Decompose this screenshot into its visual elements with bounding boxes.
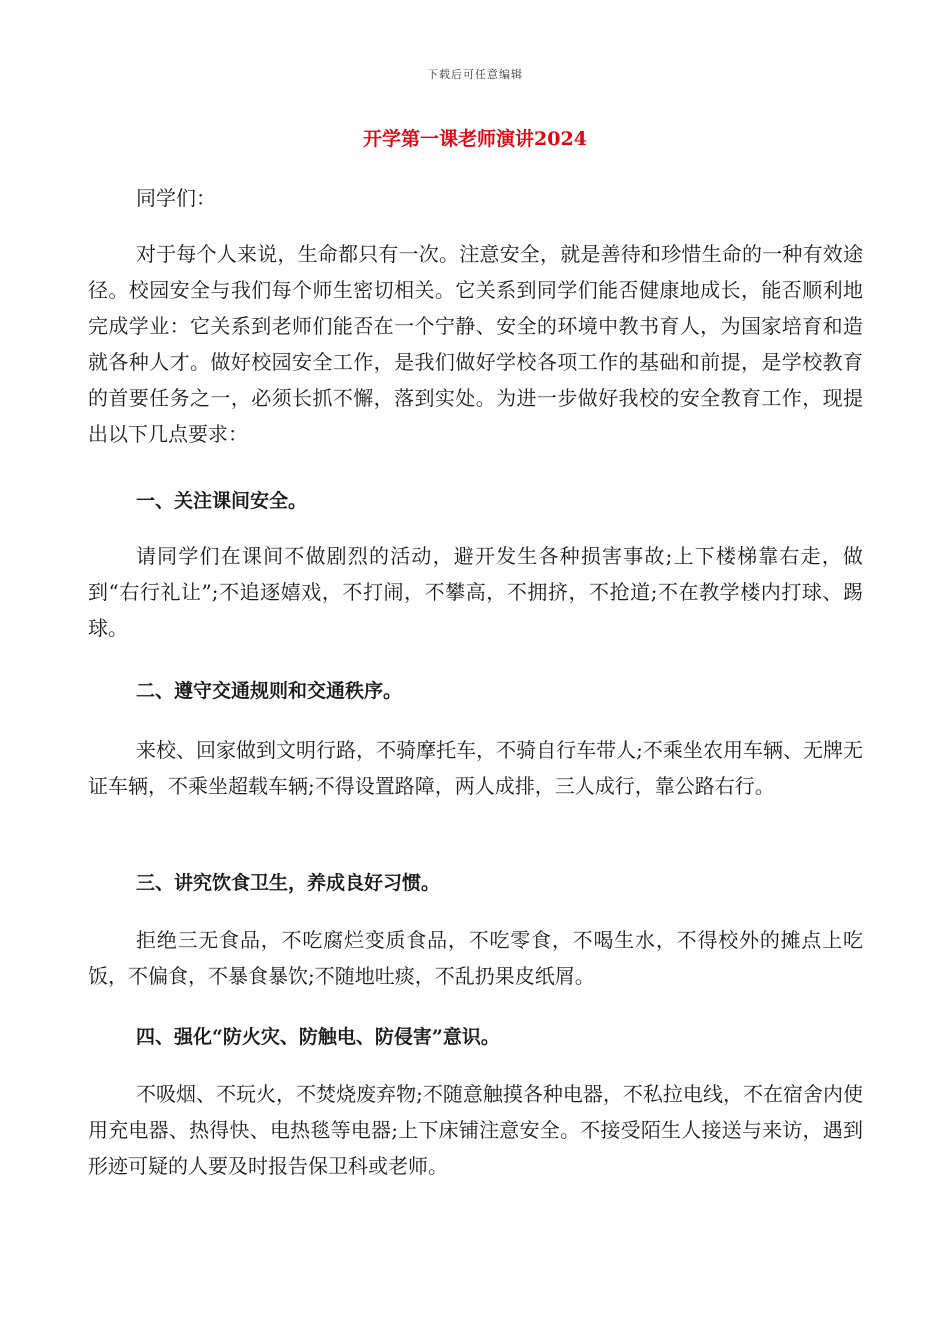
section-heading: 三、讲究饮食卫生，养成良好习惯。 xyxy=(136,872,441,894)
section-body: 请同学们在课间不做剧烈的活动，避开发生各种损害事故;上下楼梯靠右走，做到“右行礼让”;不追逐嬉戏，不打闹，不攀高，不拥挤，不抢道;不在教学楼内打球、踢球。 xyxy=(88,544,863,640)
section-heading: 四、强化“防火灾、防触电、防侵害”意识。 xyxy=(136,1026,500,1048)
section-body: 拒绝三无食品，不吃腐烂变质食品，不吃零食，不喝生水，不得校外的摊点上吃饭，不偏食，不暴食暴饮;不随地吐痰，不乱扔果皮纸屑。 xyxy=(88,928,863,988)
greeting: 同学们： xyxy=(136,186,216,210)
section-heading: 二、遵守交通规则和交通秩序。 xyxy=(136,680,403,702)
intro-paragraph: 对于每个人来说，生命都只有一次。注意安全，就是善待和珍惜生命的一种有效途径。校园安全与我们每个师生密切相关。它关系到同学们能否健康地成长，能否顺利地完成学业：它关系到老师们能否在一个宁静、安全的环境中教书育人，为国家培育和造就各种人才。做好校园安全工作，是我们做好学校各项工作的基础和前提，是学校教育的首要任务之一，必须长抓不懈，落到实处。为进一步做好我校的安全教育工作，现提出以下几点要求： xyxy=(88,242,863,446)
section-body: 来校、回家做到文明行路，不骑摩托车，不骑自行车带人;不乘坐农用车辆、无牌无证车辆，不乘坐超载车辆;不得设置路障，两人成排，三人成行，靠公路右行。 xyxy=(88,738,863,798)
section-body: 不吸烟、不玩火，不焚烧废弃物;不随意触摸各种电器，不私拉电线，不在宿舍内使用充电器、热得快、电热毯等电器;上下床铺注意安全。不接受陌生人接送与来访，遇到形迹可疑的人要及时报告保卫科或老师。 xyxy=(88,1082,863,1178)
header-note: 下载后可任意编辑 xyxy=(427,68,523,81)
section-heading: 一、关注课间安全。 xyxy=(136,490,308,512)
document-title: 开学第一课老师演讲2024 xyxy=(363,128,587,150)
